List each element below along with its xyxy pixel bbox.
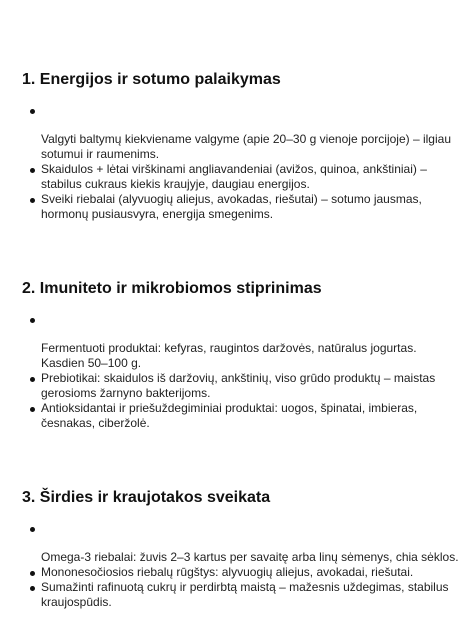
section-heart: [22, 488, 462, 610]
list-item: [22, 565, 462, 580]
list-item-text: Fermentuoti produktai: kefyras, raugintos daržovės, natūralus jogurtas. Kasdien 50–100 g.: [41, 341, 417, 370]
list-item-text: Sumažinti rafinuotą cukrų ir perdirbtą maistą – mažesnis uždegimas, stabilus kraujospūdis.: [41, 580, 449, 609]
section-immunity: [22, 279, 462, 431]
list-item: [22, 341, 462, 371]
list-item-text: Prebiotikai: skaidulos iš daržovių, ankštinių, viso grūdo produktų – maistas gerosioms žarnyno bakterijoms.: [41, 371, 436, 400]
list-item: [22, 550, 462, 565]
list-item: [22, 311, 462, 326]
bullet-icon: [30, 571, 35, 576]
list-item-text: Mononesočiosios riebalų rūgštys: alyvuogių aliejus, avokadai, riešutai.: [41, 565, 414, 579]
bullet-icon: [30, 168, 35, 173]
bullet-icon: [30, 109, 35, 114]
list-item-text: Skaidulos + lėtai virškinami angliavandeniai (avižos, quinoa, ankštiniai) – stabilus cukraus kiekis kraujyje, daugiau energijos.: [41, 162, 427, 191]
section-heading: 2. Imuniteto ir mikrobiomos stiprinimas: [22, 280, 322, 297]
section-heading: 1. Energijos ir sotumo palaikymas: [22, 71, 281, 88]
list-item: [22, 401, 462, 431]
bullet-list: [22, 520, 462, 610]
bullet-list: [22, 102, 462, 222]
list-item: [22, 371, 462, 401]
bullet-list: [22, 311, 462, 431]
bullet-icon: [30, 318, 35, 323]
list-item: [22, 580, 462, 610]
section-heading: 3. Širdies ir kraujotakos sveikata: [22, 489, 271, 506]
list-item-text: Antioksidantai ir priešuždegiminiai produktai: uogos, špinatai, imbieras, česnakas, ciberžolė.: [41, 401, 418, 430]
list-item-text: Sveiki riebalai (alyvuogių aliejus, avokadas, riešutai) – sotumo jausmas, hormonų pusiausvyra, energija smegenims.: [41, 192, 422, 221]
list-item: [22, 132, 462, 162]
bullet-icon: [30, 377, 35, 382]
list-item-text: Valgyti baltymų kiekviename valgyme (apie 20–30 g vienoje porcijoje) – ilgiau sotumui ir raumenims.: [41, 132, 451, 161]
list-item-text: Omega-3 riebalai: žuvis 2–3 kartus per savaitę arba linų sėmenys, chia sėklos.: [41, 550, 459, 564]
list-item: [22, 162, 462, 192]
list-item: [22, 102, 462, 117]
bullet-icon: [30, 407, 35, 412]
list-item: [22, 520, 462, 535]
section-energy: [22, 70, 462, 222]
list-item: [22, 192, 462, 222]
bullet-icon: [30, 198, 35, 203]
bullet-icon: [30, 527, 35, 532]
bullet-icon: [30, 586, 35, 591]
